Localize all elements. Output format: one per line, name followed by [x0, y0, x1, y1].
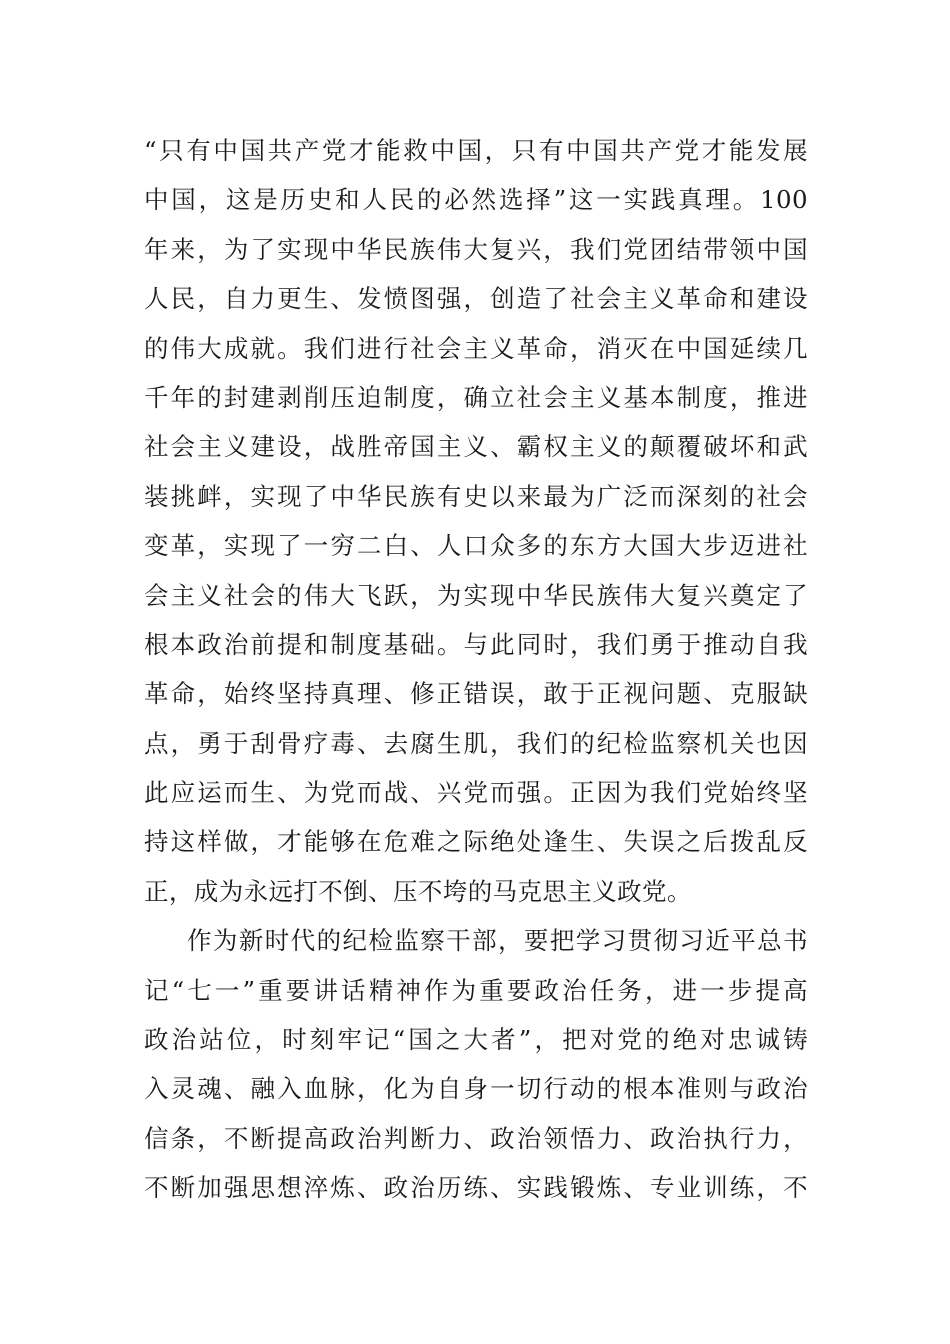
text-line: 入灵魂、融入血脉，化为自身一切行动的根本准则与政治	[144, 1074, 808, 1104]
text-line: 年来，为了实现中华民族伟大复兴，我们党团结带领中国	[144, 234, 808, 264]
text-line: 信条，不断提高政治判断力、政治领悟力、政治执行力，	[144, 1123, 808, 1153]
text-line: 变革，实现了一穷二白、人口众多的东方大国大步迈进社	[144, 531, 808, 561]
text-line: 社会主义建设，战胜帝国主义、霸权主义的颠覆破坏和武	[144, 432, 808, 462]
text-line: 点，勇于刮骨疗毒、去腐生肌，我们的纪检监察机关也因	[144, 728, 808, 758]
text-line: 不断加强思想淬炼、政治历练、实践锻炼、专业训练，不	[144, 1173, 808, 1203]
text-line: 记“七一”重要讲话精神作为重要政治任务，进一步提高	[144, 975, 808, 1005]
text-line: 的伟大成就。我们进行社会主义革命，消灭在中国延续几	[144, 333, 808, 363]
text-line: 会主义社会的伟大飞跃，为实现中华民族伟大复兴奠定了	[144, 580, 808, 610]
text-line: 根本政治前提和制度基础。与此同时，我们勇于推动自我	[144, 629, 808, 659]
text-line: 此应运而生、为党而战、兴党而强。正因为我们党始终坚	[144, 778, 808, 808]
paragraph-2	[144, 916, 808, 1212]
text-line: 作为新时代的纪检监察干部，要把学习贯彻习近平总书	[187, 926, 808, 956]
text-line: 千年的封建剥削压迫制度，确立社会主义基本制度，推进	[144, 382, 808, 412]
paragraph-1	[144, 126, 808, 916]
text-line: 持这样做，才能够在危难之际绝处逢生、失误之后拨乱反	[144, 827, 808, 857]
text-line: 人民，自力更生、发愤图强，创造了社会主义革命和建设	[144, 284, 808, 314]
text-line: 装挑衅，实现了中华民族有史以来最为广泛而深刻的社会	[144, 481, 808, 511]
text-line: “只有中国共产党才能救中国，只有中国共产党才能发展	[144, 136, 808, 165]
text-line: 中国，这是历史和人民的必然选择”这一实践真理。100	[144, 185, 808, 215]
body-text	[144, 126, 808, 1213]
text-line: 政治站位，时刻牢记“国之大者”，把对党的绝对忠诚铸	[144, 1025, 808, 1055]
text-line: 正，成为永远打不倒、压不垮的马克思主义政党。	[144, 876, 692, 906]
text-line: 革命，始终坚持真理、修正错误，敢于正视问题、克服缺	[144, 679, 808, 709]
